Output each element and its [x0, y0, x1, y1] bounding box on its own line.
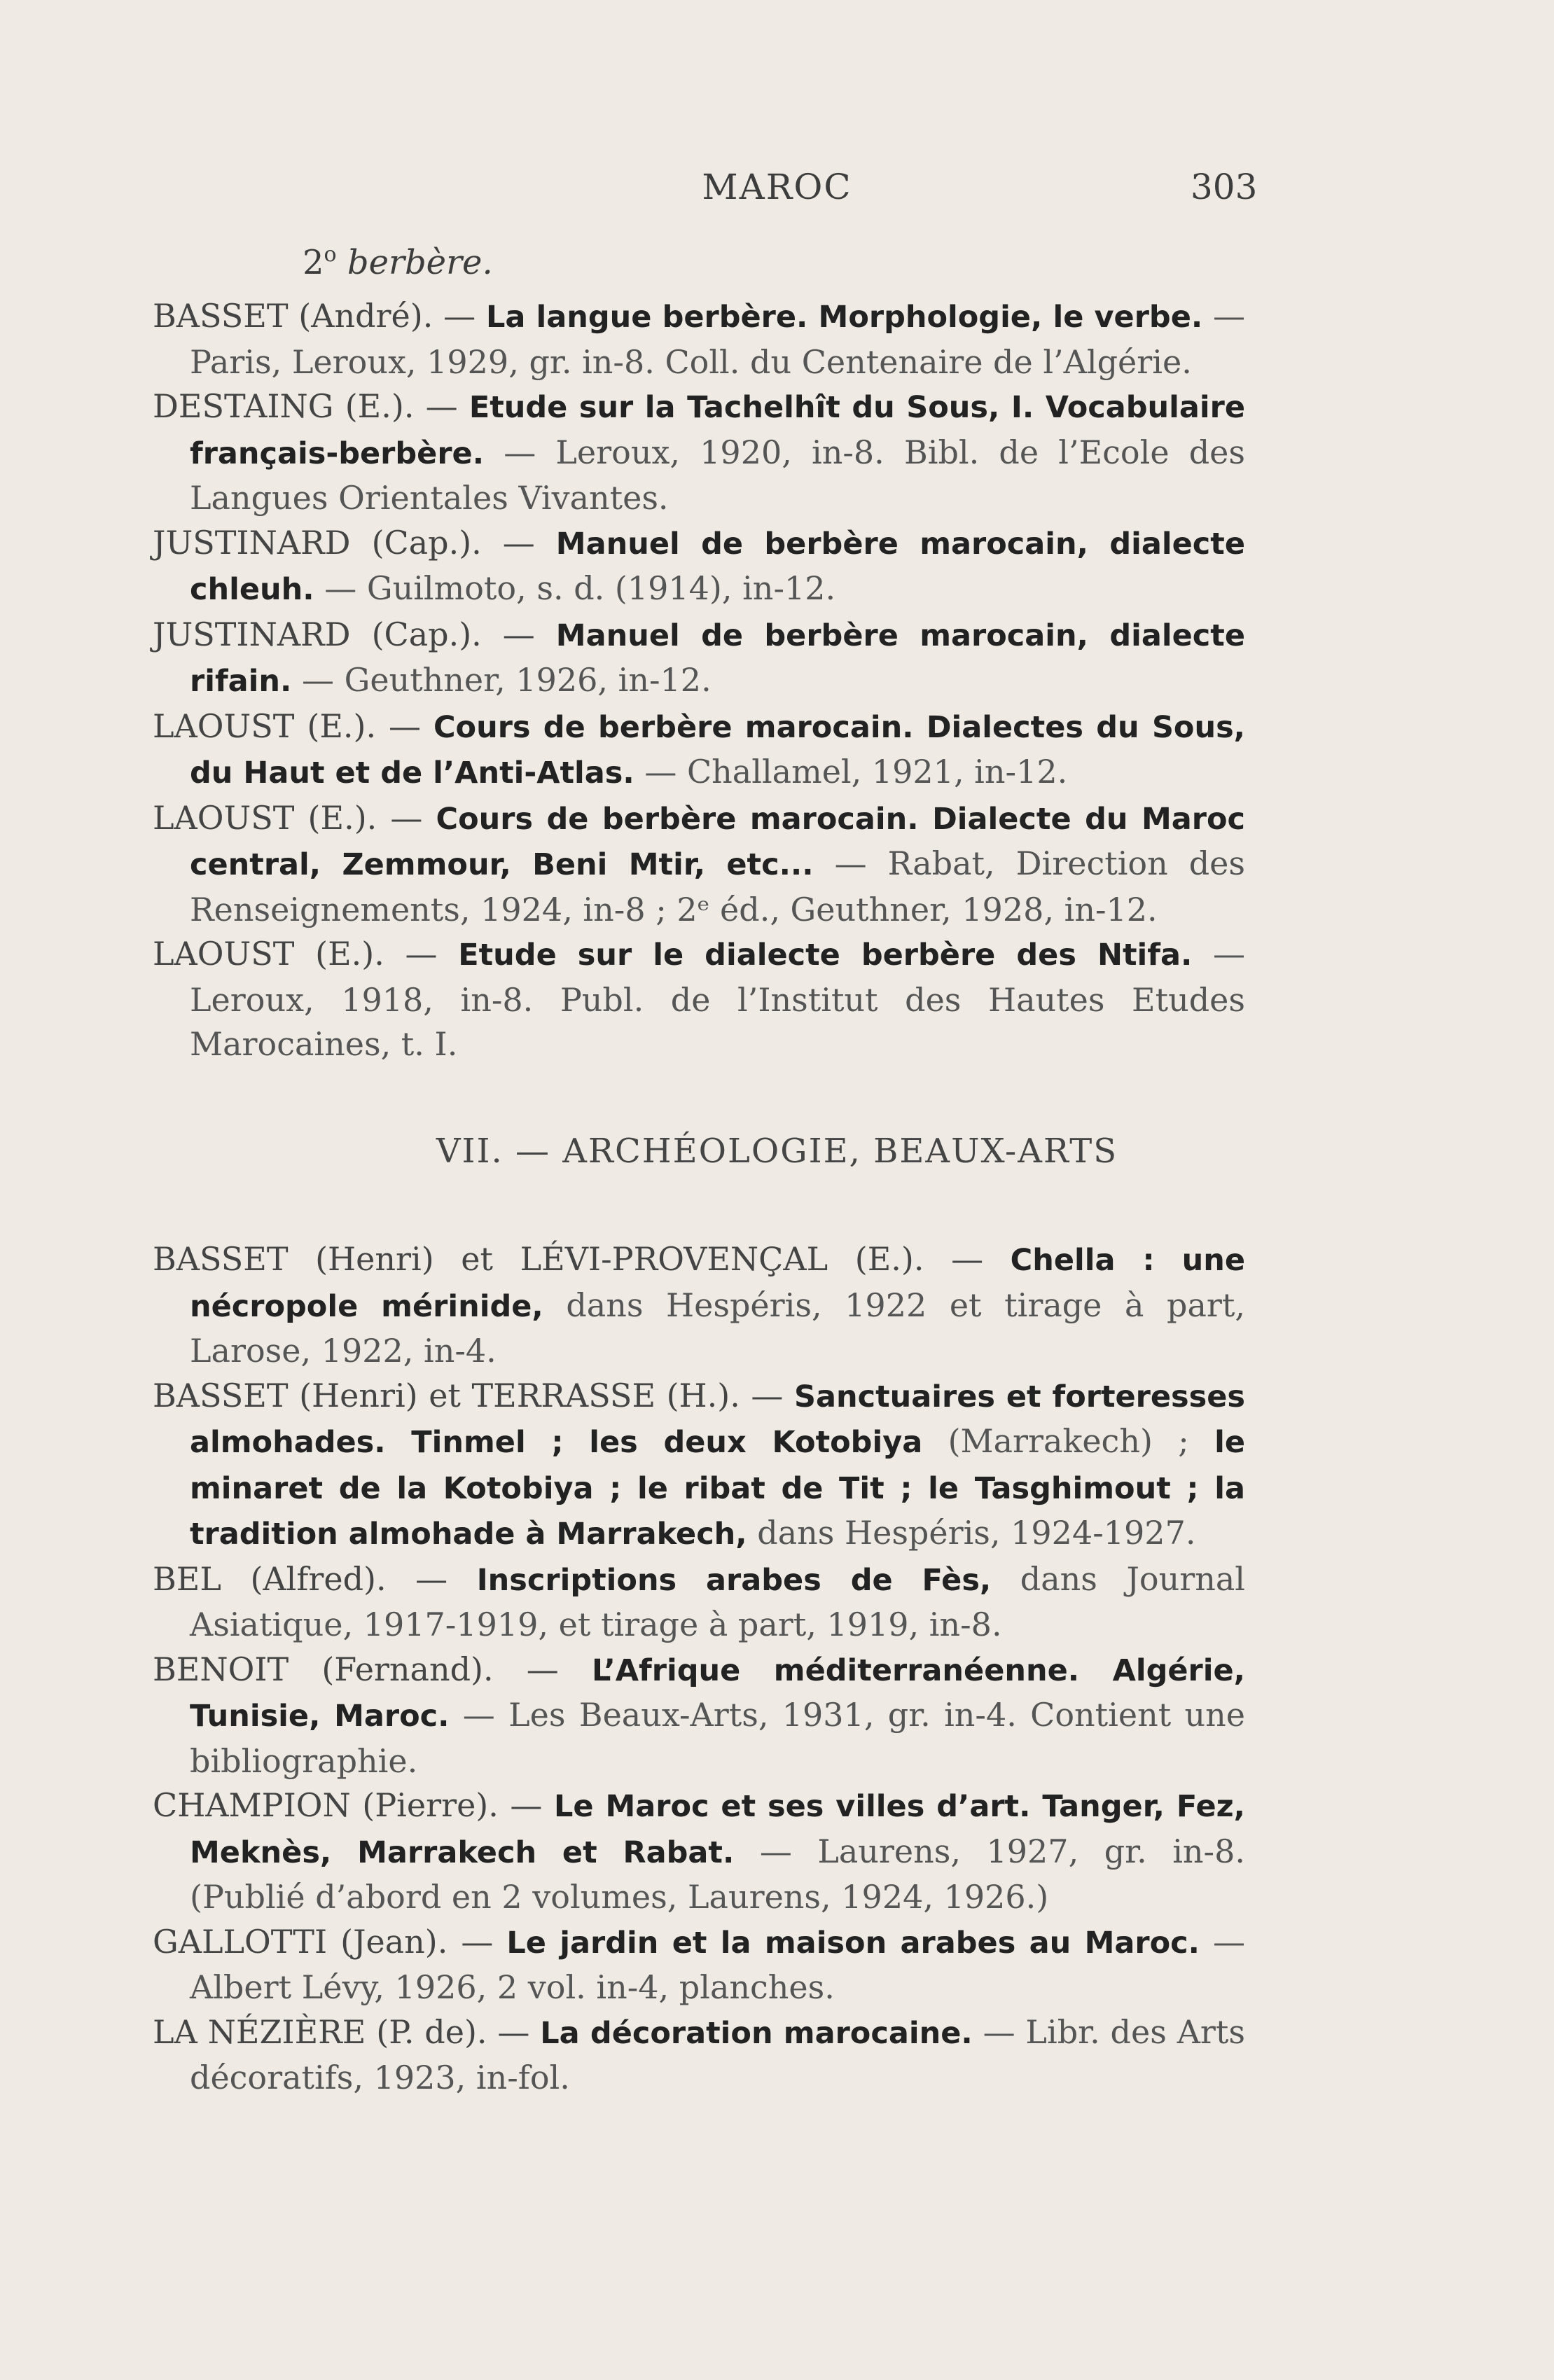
entry-author: JUSTINARD (Cap.). — — [153, 523, 556, 562]
entry-title: L’Afrique méditerranéenne. Algérie, Tunisie, Maroc. — [190, 1652, 1245, 1734]
entry-title: Chella : une nécropole mérinide, — [190, 1243, 1245, 1324]
entry-title-continued: le minaret de la Kotobiya ; le ribat de Tit ; le Tasghimout ; la tradition almohade à Marrakech, — [190, 1425, 1245, 1552]
bibliography-list-archeologie — [153, 1237, 1245, 2101]
subsection-ordinal-sup: o — [324, 242, 337, 267]
entry-author: BASSET (André). — — [153, 297, 486, 335]
subsection-ordinal: 2 — [303, 243, 324, 282]
entry-publication: — Leroux, 1920, in-8. Bibl. de l’Ecole des Langues Orientales Vivantes. — [190, 433, 1245, 517]
entry-title: Manuel de berbère marocain, dialecte rifain. — [190, 618, 1245, 699]
entry-title: Cours de berbère marocain. Dialecte du Maroc central, Zemmour, Beni Mtir, etc... — [190, 801, 1245, 882]
entry-publication: — Geuthner, 1926, in-12. — [291, 661, 712, 699]
page-number: 303 — [1191, 167, 1258, 207]
entry-publication: — Albert Lévy, 1926, 2 vol. in-4, planches. — [190, 1922, 1245, 2006]
entry-author: BASSET (Henri) et LÉVI-PROVENÇAL (E.). — — [153, 1240, 1011, 1278]
bibliography-list-berbere — [153, 294, 1245, 1067]
entry-title: Cours de berbère marocain. Dialectes du Sous, du Haut et de l’Anti-Atlas. — [190, 709, 1245, 791]
section-heading: VII. — ARCHÉOLOGIE, BEAUX-ARTS — [436, 1132, 1118, 1171]
entry-publication: — Laurens, 1927, gr. in-8. (Publié d’abord en 2 volumes, Laurens, 1924, 1926.) — [190, 1832, 1245, 1916]
entry-author: LAOUST (E.). — — [153, 707, 433, 745]
bibliography-entry — [153, 1783, 1245, 1920]
entry-author: CHAMPION (Pierre). — — [153, 1786, 554, 1824]
bibliography-entry — [153, 796, 1245, 933]
bibliography-entry — [153, 2010, 1245, 2101]
entry-author: LA NÉZIÈRE (P. de). — — [153, 2012, 541, 2051]
bibliography-entry — [153, 1557, 1245, 1648]
entry-author: JUSTINARD (Cap.). — — [153, 615, 556, 653]
entry-publication: — Libr. des Arts décoratifs, 1923, in-fol. — [190, 2012, 1245, 2096]
bibliography-entry — [153, 1237, 1245, 1374]
bibliography-entry — [153, 294, 1245, 384]
subsection-title: berbère. — [347, 243, 493, 282]
bibliography-entry — [153, 1920, 1245, 2010]
entry-publication: — Les Beaux-Arts, 1931, gr. in-4. Contient une bibliographie. — [190, 1696, 1245, 1780]
bibliography-entry — [153, 521, 1245, 613]
bibliography-entry — [153, 1648, 1245, 1784]
bibliography-entry — [153, 1374, 1245, 1557]
bibliography-entry — [153, 384, 1245, 521]
bibliography-entry — [153, 932, 1245, 1067]
running-title: MAROC — [702, 167, 852, 207]
entry-title: Etude sur le dialecte berbère des Ntifa. — [458, 938, 1193, 973]
entry-author: LAOUST (E.). — — [153, 798, 436, 837]
entry-title: La langue berbère. Morphologie, le verbe. — [485, 300, 1203, 335]
entry-publication-continued: dans Hespéris, 1924-1927. — [747, 1514, 1196, 1552]
entry-title: Inscriptions arabes de Fès, — [476, 1562, 992, 1598]
entry-title: Le Maroc et ses villes d’art. Tanger, Fez, Meknès, Marrakech et Rabat. — [190, 1789, 1245, 1870]
entry-publication: (Marrakech) ; — [922, 1422, 1215, 1460]
entry-title: Sanctuaires et forteresses almohades. Tinmel ; les deux Kotobiya — [190, 1379, 1246, 1460]
entry-author: BEL (Alfred). — — [153, 1559, 477, 1598]
entry-title: Le jardin et la maison arabes au Maroc. — [506, 1925, 1200, 1961]
bibliography-entry — [153, 704, 1245, 796]
entry-title: Manuel de berbère marocain, dialecte chleuh. — [190, 526, 1245, 607]
entry-publication: dans Journal Asiatique, 1917-1919, et tirage à part, 1919, in-8. — [190, 1559, 1245, 1643]
entry-publication: — Paris, Leroux, 1929, gr. in-8. Coll. du Centenaire de l’Algérie. — [190, 297, 1246, 381]
entry-author: BENOIT (Fernand). — — [153, 1650, 592, 1688]
entry-author: GALLOTTI (Jean). — — [153, 1922, 507, 1961]
entry-publication: dans Hespéris, 1922 et tirage à part, Larose, 1922, in-4. — [190, 1286, 1245, 1370]
entry-author: DESTAING (E.). — — [153, 387, 469, 425]
subsection-heading — [303, 242, 493, 282]
bibliography-entry — [153, 613, 1245, 704]
entry-author: BASSET (Henri) et TERRASSE (H.). — — [153, 1376, 794, 1414]
entry-publication: — Rabat, Direction des Renseignements, 1924, in-8 ; 2ᵉ éd., Geuthner, 1928, in-12. — [190, 844, 1245, 928]
entry-title: La décoration marocaine. — [540, 2015, 973, 2051]
entry-author: LAOUST (E.). — — [153, 935, 459, 973]
entry-title: Etude sur la Tachelhît du Sous, I. Vocabulaire français-berbère. — [190, 390, 1246, 471]
entry-publication: — Guilmoto, s. d. (1914), in-12. — [314, 569, 836, 607]
entry-publication: — Leroux, 1918, in-8. Publ. de l’Institut des Hautes Etudes Marocaines, t. I. — [190, 935, 1245, 1063]
entry-publication: — Challamel, 1921, in-12. — [634, 753, 1068, 791]
